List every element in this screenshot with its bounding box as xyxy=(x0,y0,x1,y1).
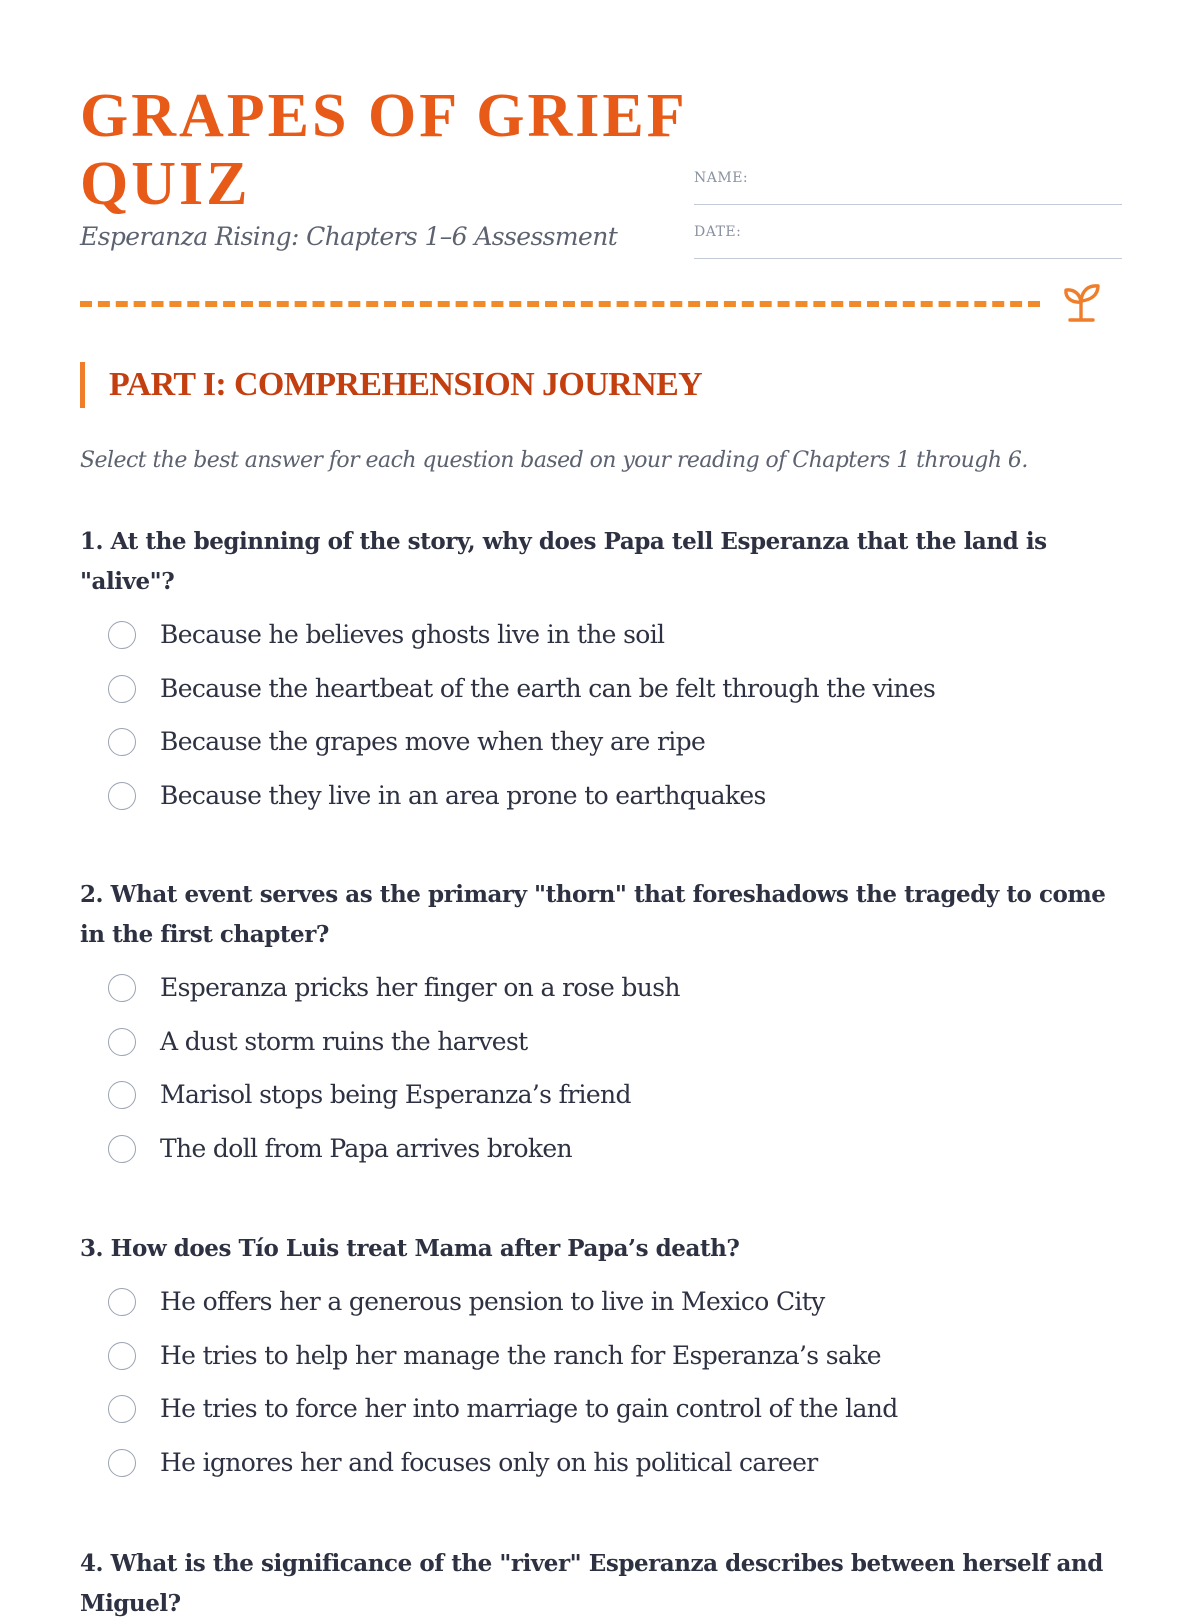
question-2 xyxy=(80,875,1125,1182)
answer-label: A dust storm ruins the harvest xyxy=(160,1026,528,1056)
answer-label: Marisol stops being Esperanza’s friend xyxy=(160,1080,631,1109)
quiz-subtitle: Esperanza Rising: Chapters 1–6 Assessment xyxy=(80,222,618,251)
answer-options xyxy=(80,615,1125,829)
radio-button[interactable] xyxy=(108,1028,136,1056)
answer-option[interactable] xyxy=(80,1282,1125,1336)
radio-button[interactable] xyxy=(108,728,136,756)
name-field[interactable] xyxy=(694,168,1122,205)
question-text: 3. How does Tío Luis treat Mama after Papa’s death? xyxy=(80,1235,740,1262)
question-text: 1. At the beginning of the story, why does Papa tell Esperanza that the land is "alive"? xyxy=(80,528,1047,595)
radio-button[interactable] xyxy=(108,1395,136,1423)
question-3 xyxy=(80,1229,1125,1496)
answer-option[interactable] xyxy=(80,1075,1125,1129)
radio-button[interactable] xyxy=(108,621,136,649)
radio-button[interactable] xyxy=(108,974,136,1002)
answer-label: Because they live in an area prone to earthquakes xyxy=(160,780,766,810)
sprout-icon xyxy=(1060,279,1104,325)
radio-button[interactable] xyxy=(108,1449,136,1477)
answer-label: Because the heartbeat of the earth can be felt through the vines xyxy=(160,673,936,703)
radio-button[interactable] xyxy=(108,1342,136,1370)
answer-label: He offers her a generous pension to live in Mexico City xyxy=(160,1287,825,1316)
answer-options xyxy=(80,968,1125,1182)
answer-label: Because the grapes move when they are ripe xyxy=(160,727,706,756)
quiz-title: GRAPES OF GRIEF QUIZ xyxy=(80,82,686,218)
question-1 xyxy=(80,522,1125,829)
date-label: DATE: xyxy=(694,224,742,240)
answer-option[interactable] xyxy=(80,1336,1125,1390)
answer-option[interactable] xyxy=(80,669,1125,723)
answer-options xyxy=(80,1282,1125,1496)
answer-option[interactable] xyxy=(80,776,1125,830)
answer-option[interactable] xyxy=(80,1129,1125,1183)
answer-option[interactable] xyxy=(80,968,1125,1022)
section-header xyxy=(80,362,702,408)
question-text: 4. What is the significance of the "river" Esperanza describes between herself and Miguel? xyxy=(80,1550,1103,1617)
answer-option[interactable] xyxy=(80,722,1125,776)
answer-option[interactable] xyxy=(80,1389,1125,1443)
dashed-divider xyxy=(80,301,1040,307)
question-4 xyxy=(80,1544,1125,1624)
answer-label: Esperanza pricks her finger on a rose bush xyxy=(160,973,680,1002)
answer-label: He ignores her and focuses only on his political career xyxy=(160,1447,818,1477)
name-label: NAME: xyxy=(694,170,749,186)
answer-option[interactable] xyxy=(80,1022,1125,1076)
answer-label: Because he believes ghosts live in the soil xyxy=(160,620,665,649)
answer-option[interactable] xyxy=(80,1443,1125,1497)
section-instructions: Select the best answer for each question based on your reading of Chapters 1 through 6. xyxy=(80,448,1028,473)
answer-label: He tries to force her into marriage to gain control of the land xyxy=(160,1394,898,1423)
date-field[interactable] xyxy=(694,222,1122,259)
radio-button[interactable] xyxy=(108,1288,136,1316)
question-text: 2. What event serves as the primary "thorn" that foreshadows the tragedy to come in the first chapter? xyxy=(80,881,1106,948)
radio-button[interactable] xyxy=(108,1081,136,1109)
answer-label: The doll from Papa arrives broken xyxy=(160,1133,572,1163)
answer-label: He tries to help her manage the ranch for Esperanza’s sake xyxy=(160,1340,881,1370)
radio-button[interactable] xyxy=(108,1135,136,1163)
radio-button[interactable] xyxy=(108,675,136,703)
answer-option[interactable] xyxy=(80,615,1125,669)
section-title: PART I: COMPREHENSION JOURNEY xyxy=(109,366,703,403)
radio-button[interactable] xyxy=(108,782,136,810)
